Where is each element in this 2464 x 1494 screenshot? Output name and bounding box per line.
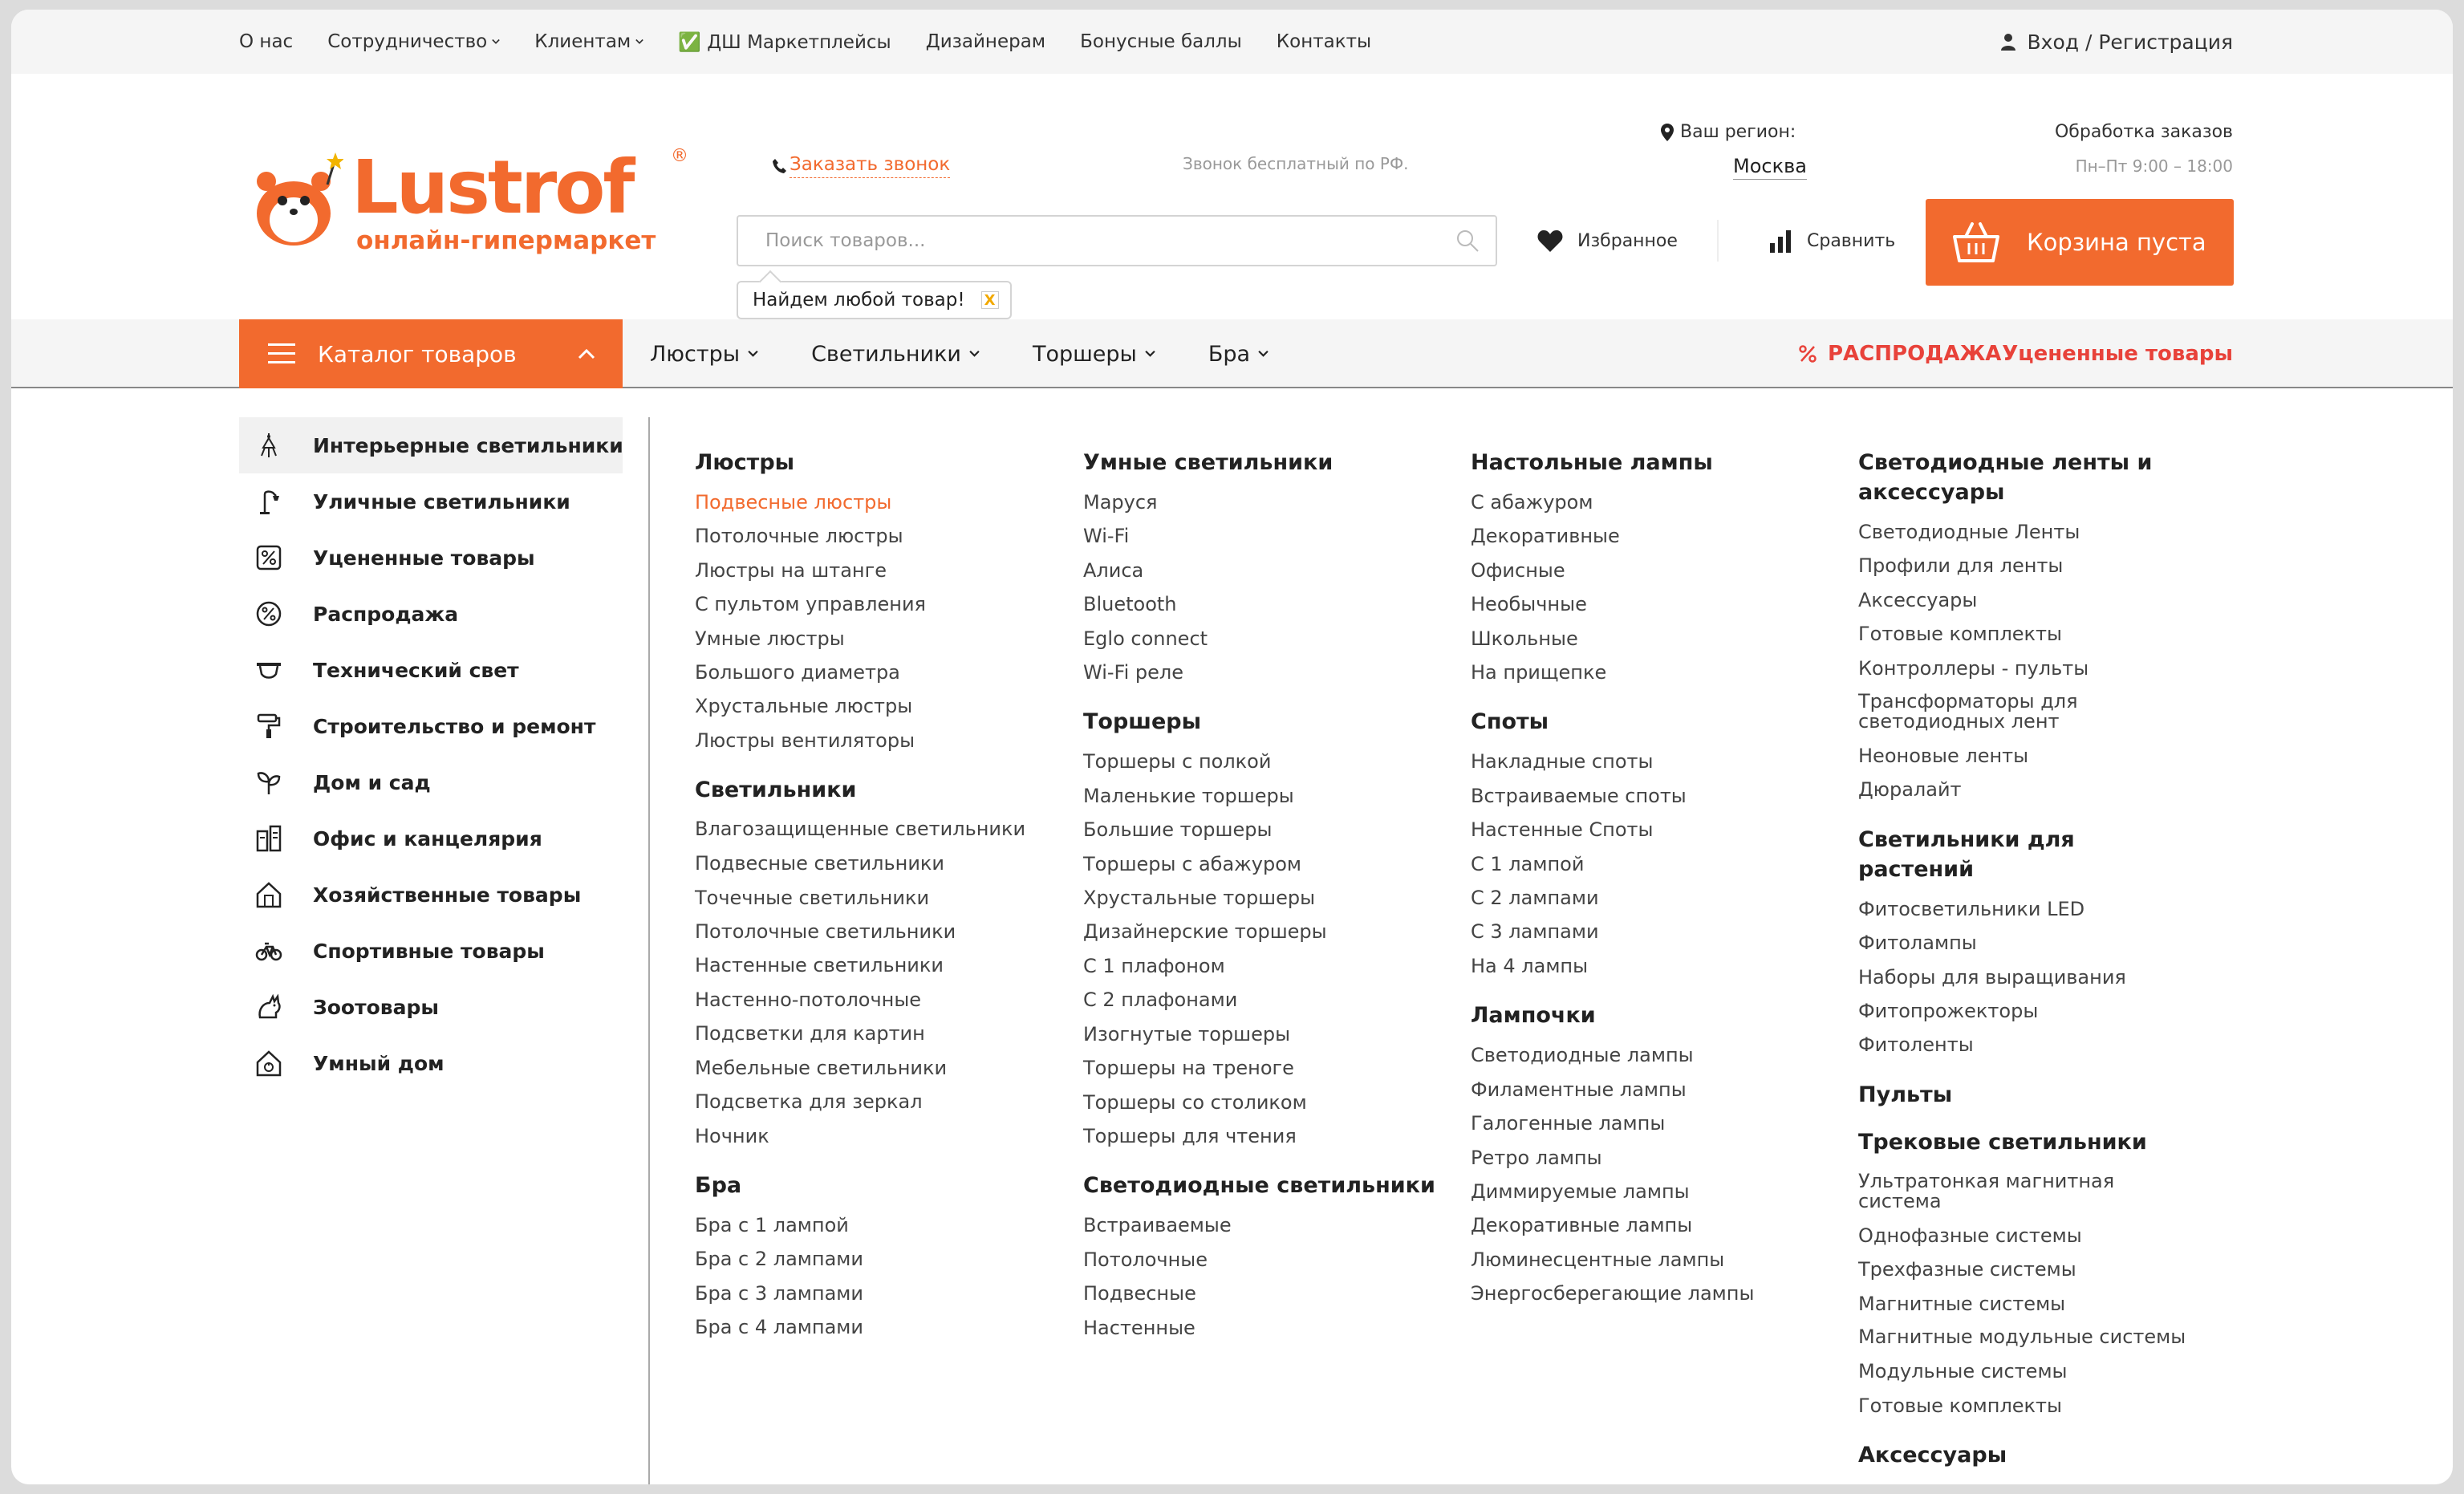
menu-subcategory-link[interactable]: Ультратонкая магнитная система (1858, 1169, 2115, 1212)
menu-subcategory-link[interactable]: Потолочные (1083, 1248, 1208, 1271)
menu-icon (268, 343, 295, 364)
top-nav (239, 10, 1406, 74)
top-nav-item[interactable] (678, 31, 891, 53)
top-nav-label: О нас (239, 31, 294, 52)
menu-subcategory-link[interactable]: Наборы для выращивания (1858, 965, 2126, 989)
sidebar-item-label: Распродажа (313, 602, 459, 626)
menu-category-title[interactable]: Настольные лампы (1471, 450, 1713, 475)
sidebar-item[interactable] (239, 586, 623, 642)
header-divider (1717, 220, 1719, 262)
menu-group (1083, 448, 1436, 689)
menu-subcategory-link[interactable]: Фитолампы (1858, 932, 1977, 955)
sale-label: РАСПРОДАЖА (1828, 342, 2002, 366)
basket-icon (1953, 222, 1999, 262)
search-icon[interactable] (1455, 229, 1480, 253)
paint-roller-icon (255, 712, 282, 740)
menu-subcategory-link[interactable]: Бра с 3 лампами (695, 1281, 864, 1305)
menu-subcategory-link[interactable]: Торшеры со столиком (1083, 1090, 1307, 1114)
menu-subcategory-link[interactable]: С абажуром (1471, 491, 1593, 514)
menu-subcategory-link[interactable]: Профили для ленты (1858, 554, 2064, 578)
menu-category-title[interactable]: Светильники для растений (1858, 826, 2075, 882)
menu-group (1858, 825, 2195, 1062)
menu-subcategory-link[interactable]: Энергосберегающие лампы (1471, 1282, 1755, 1305)
menu-subcategory-link[interactable]: Диммируемые лампы (1471, 1179, 1690, 1203)
menu-subcategory-link[interactable]: Трансформаторы для светодиодных лент (1858, 690, 2078, 733)
sidebar-item-label: Спортивные товары (313, 939, 545, 963)
top-nav-label: Бонусные баллы (1080, 31, 1242, 52)
menu-group (1083, 1171, 1436, 1345)
sidebar-item[interactable] (239, 473, 623, 530)
orders-hours: Пн–Пт 9:00 – 18:00 (2075, 156, 2233, 176)
logo-subtitle: онлайн-гипермаркет (356, 226, 656, 255)
category-nav-item[interactable] (1208, 342, 1269, 367)
sidebar-item[interactable] (239, 530, 623, 586)
menu-subcategory-link[interactable]: Настенные светильники (695, 954, 944, 977)
top-nav-item[interactable] (926, 31, 1045, 52)
menu-subcategory-link[interactable]: Галогенные лампы (1471, 1112, 1666, 1135)
menu-subcategory-link[interactable]: Офисные (1471, 558, 1565, 582)
menu-subcategory-link[interactable]: Люстры вентиляторы (695, 729, 915, 752)
search-hint-tooltip (737, 281, 1012, 319)
top-nav-item[interactable] (534, 31, 643, 52)
menu-subcategory-link[interactable]: Торшеры с абажуром (1083, 852, 1302, 875)
menu-subcategory-link[interactable]: Фитопрожекторы (1858, 1000, 2039, 1023)
menu-subcategory-link[interactable]: С пультом управления (695, 593, 926, 616)
chevron-down-icon (492, 38, 500, 46)
search-hint-text: Найдем любой товар! (753, 290, 965, 311)
logo[interactable] (239, 136, 688, 257)
menu-group (695, 775, 1048, 1153)
bicycle-icon (255, 937, 282, 964)
category-nav-item[interactable] (650, 342, 758, 367)
percent-square-icon (255, 544, 282, 571)
menu-category-title[interactable]: Трековые светильники (1858, 1129, 2147, 1155)
sidebar-item[interactable] (239, 923, 623, 979)
menu-category-title[interactable]: Люстры (695, 450, 795, 475)
menu-subcategory-link[interactable]: Фитоленты (1858, 1033, 1974, 1057)
menu-subcategory-link[interactable]: Большого диаметра (695, 661, 900, 684)
menu-column-2 (1083, 448, 1436, 1362)
top-nav-item[interactable] (239, 31, 293, 52)
menu-subcategory-link[interactable]: Торшеры для чтения (1083, 1124, 1297, 1147)
sidebar-item-label: Технический свет (313, 658, 519, 682)
sidebar-item-label: Умный дом (313, 1051, 444, 1075)
login-link[interactable] (2000, 10, 2233, 74)
category-nav-label: Бра (1208, 341, 1251, 367)
menu-subcategory-link[interactable]: Бра с 2 лампами (695, 1248, 864, 1271)
menu-group (1471, 448, 1824, 689)
household-icon (255, 881, 282, 908)
search-box (737, 215, 1497, 266)
sidebar-item-label: Хозяйственные товары (313, 883, 582, 907)
region-city[interactable]: Москва (1733, 155, 1807, 180)
menu-category-title[interactable]: Лампочки (1471, 1003, 1596, 1029)
orders-info (2055, 122, 2233, 176)
menu-subcategory-link[interactable]: Накладные споты (1471, 750, 1654, 773)
menu-category-title[interactable]: Светодиодные ленты и аксессуары (1858, 450, 2153, 505)
menu-subcategory-link[interactable]: Аксессуары (1858, 588, 1978, 611)
menu-subcategory-link[interactable]: Филаментные лампы (1471, 1078, 1687, 1101)
sidebar-item[interactable] (239, 979, 623, 1035)
menu-group (1471, 1001, 1824, 1310)
compare-link[interactable] (1768, 225, 1895, 257)
sidebar-item[interactable] (239, 867, 623, 923)
menu-subcategory-link[interactable]: Мебельные светильники (695, 1056, 948, 1079)
heart-icon (1537, 229, 1563, 252)
menu-subcategory-link[interactable]: Готовые комплекты (1858, 1394, 2062, 1417)
catalog-sidebar (239, 417, 623, 1091)
top-nav-label: Контакты (1276, 31, 1372, 52)
menu-category-title[interactable]: Торшеры (1083, 709, 1202, 735)
menu-group (695, 448, 1048, 757)
menu-group (1858, 1440, 2195, 1470)
menu-subcategory-link[interactable]: Встраиваемые (1083, 1214, 1232, 1237)
sidebar-item-label: Уличные светильники (313, 489, 570, 514)
menu-subcategory-link[interactable]: С 1 лампой (1471, 852, 1585, 875)
compare-label: Сравнить (1807, 230, 1896, 251)
menu-column-4 (1858, 448, 2195, 1484)
menu-subcategory-link[interactable]: Фитосветильники LED (1858, 897, 2085, 920)
hamster-mascot-icon (247, 152, 343, 249)
callback-link[interactable] (772, 154, 950, 178)
menu-subcategory-link[interactable]: Подвесные люстры (695, 491, 892, 514)
menu-subcategory-link[interactable]: Умные люстры (695, 627, 845, 650)
top-nav-label: Сотрудничество (327, 31, 488, 52)
discounted-link[interactable]: Уцененные товары (2002, 342, 2233, 366)
office-icon (255, 825, 282, 852)
menu-subcategory-link[interactable]: Потолочные люстры (695, 525, 903, 548)
menu-group (1858, 1127, 2195, 1423)
menu-subcategory-link[interactable]: Настенные Споты (1471, 818, 1654, 842)
menu-subcategory-link[interactable]: Потолочные светильники (695, 920, 956, 944)
menu-subcategory-link[interactable]: На прищепке (1471, 661, 1607, 684)
logo-text: Lustrof (351, 144, 633, 230)
menu-subcategory-link[interactable]: Магнитные системы (1858, 1292, 2066, 1315)
tooltip-close-button[interactable]: X (981, 291, 999, 309)
percent-icon (1799, 345, 1817, 363)
menu-subcategory-link[interactable]: Изогнутые торшеры (1083, 1022, 1291, 1045)
top-nav-label: ✅ ДШ Маркетплейсы (678, 31, 891, 53)
menu-subcategory-link[interactable]: Дюралайт (1858, 778, 1962, 802)
login-label: Вход / Регистрация (2027, 30, 2233, 54)
chevron-down-icon (1145, 350, 1155, 358)
street-lamp-icon (255, 488, 282, 515)
menu-subcategory-link[interactable]: Неоновые ленты (1858, 745, 2029, 768)
browser-page (11, 10, 2453, 1484)
menu-subcategory-link[interactable]: Торшеры с полкой (1083, 750, 1272, 773)
region-label: Ваш регион: (1680, 122, 1796, 142)
sidebar-item[interactable] (239, 1035, 623, 1091)
chevron-down-icon (748, 350, 758, 358)
menu-subcategory-link[interactable]: Bluetooth (1083, 593, 1177, 616)
menu-subcategory-link[interactable]: Ночник (695, 1124, 769, 1147)
menu-column-3 (1471, 448, 1824, 1329)
menu-subcategory-link[interactable]: Настенные (1083, 1316, 1195, 1339)
menu-subcategory-link[interactable]: Трехфазные системы (1858, 1258, 2076, 1281)
menu-category-title[interactable]: Бра (695, 1172, 742, 1198)
favorites-label: Избранное (1577, 230, 1678, 251)
menu-subcategory-link[interactable]: Декоративные (1471, 525, 1620, 548)
menu-subcategory-link[interactable]: Ретро лампы (1471, 1146, 1602, 1169)
sidebar-item-label: Интерьерные светильники (313, 433, 623, 457)
catalog-button[interactable] (239, 319, 623, 388)
menu-subcategory-link[interactable]: Магнитные модульные системы (1858, 1326, 2186, 1349)
menu-subcategory-link[interactable]: Школьные (1471, 627, 1578, 650)
sidebar-item-label: Уцененные товары (313, 546, 535, 570)
menu-subcategory-link[interactable]: Большие торшеры (1083, 818, 1273, 842)
menu-subcategory-link[interactable]: Бра с 4 лампами (695, 1316, 864, 1339)
sidebar-item[interactable] (239, 698, 623, 754)
menu-subcategory-link[interactable]: Eglo connect (1083, 627, 1208, 650)
menu-subcategory-link[interactable]: С 1 плафоном (1083, 954, 1225, 977)
menu-category-title[interactable]: Светильники (695, 777, 857, 803)
orders-title: Обработка заказов (2054, 122, 2233, 142)
chevron-down-icon (635, 38, 643, 46)
sidebar-item[interactable] (239, 754, 623, 810)
phone-icon (772, 158, 786, 174)
sidebar-item[interactable] (239, 417, 623, 473)
region-selector[interactable] (1661, 122, 1807, 180)
smart-home-icon (255, 1049, 282, 1077)
chevron-up-icon (578, 348, 595, 359)
menu-subcategory-link[interactable]: Wi-Fi реле (1083, 661, 1183, 684)
top-nav-item[interactable] (1277, 31, 1371, 52)
menu-subcategory-link[interactable]: Модульные системы (1858, 1360, 2068, 1383)
sidebar-item-label: Офис и канцелярия (313, 826, 542, 851)
menu-subcategory-link[interactable]: С 2 лампами (1471, 887, 1599, 910)
menu-subcategory-link[interactable]: Контроллеры - пульты (1858, 656, 2089, 680)
callback-label: Заказать звонок (790, 154, 950, 178)
menu-subcategory-link[interactable]: Бра с 1 лампой (695, 1213, 849, 1236)
menu-subcategory-link[interactable]: Встраиваемые споты (1471, 784, 1687, 807)
main-nav-bar (11, 319, 2453, 388)
sidebar-item-label: Строительство и ремонт (313, 714, 596, 738)
menu-subcategory-link[interactable]: Готовые комплекты (1858, 623, 2062, 646)
menu-subcategory-link[interactable]: Хрустальные люстры (695, 695, 913, 718)
menu-divider (648, 417, 650, 1484)
menu-subcategory-link[interactable]: Алиса (1083, 558, 1144, 582)
menu-subcategory-link[interactable]: Подсветки для картин (695, 1022, 925, 1045)
catalog-label: Каталог товаров (318, 340, 517, 367)
menu-category-title[interactable]: Споты (1471, 709, 1549, 735)
sidebar-item-label: Зоотовары (313, 995, 439, 1019)
menu-group (1858, 448, 2195, 807)
favorites-link[interactable] (1537, 225, 1678, 257)
ceiling-light-icon (255, 656, 282, 684)
menu-subcategory-link[interactable]: Подсветка для зеркал (695, 1090, 923, 1114)
menu-subcategory-link[interactable]: Светодиодные Ленты (1858, 521, 2080, 543)
menu-subcategory-link[interactable]: Маленькие торшеры (1083, 784, 1294, 807)
menu-subcategory-link[interactable]: С 2 плафонами (1083, 989, 1238, 1012)
category-nav-item[interactable] (1033, 342, 1155, 367)
user-icon (2000, 33, 2016, 51)
menu-subcategory-link[interactable]: Влагозащищенные светильники (695, 818, 1026, 841)
location-pin-icon (1661, 124, 1674, 141)
top-nav-label: Клиентам (534, 31, 631, 52)
top-nav-label: Дизайнерам (925, 31, 1046, 52)
category-nav-label: Торшеры (1032, 341, 1137, 367)
menu-category-title[interactable]: Умные светильники (1083, 450, 1333, 475)
menu-column-1 (695, 448, 1048, 1362)
cart-label: Корзина пуста (2027, 229, 2206, 256)
menu-subcategory-link[interactable]: Люминесцентные лампы (1471, 1248, 1725, 1271)
menu-subcategory-link[interactable]: Декоративные лампы (1471, 1214, 1693, 1237)
sprout-icon (255, 769, 282, 796)
menu-subcategory-link[interactable]: Хрустальные торшеры (1083, 887, 1316, 910)
menu-group (1083, 707, 1436, 1153)
menu-subcategory-link[interactable]: Подвесные светильники (695, 852, 945, 875)
category-nav-label: Люстры (650, 341, 741, 367)
chevron-down-icon (969, 350, 980, 358)
menu-subcategory-link[interactable]: Торшеры на треноге (1083, 1057, 1294, 1080)
menu-group (1858, 1080, 2195, 1110)
bar-chart-icon (1768, 229, 1792, 253)
menu-subcategory-link[interactable]: Необычные (1471, 593, 1587, 616)
menu-subcategory-link[interactable]: Wi-Fi (1083, 525, 1130, 548)
menu-subcategory-link[interactable]: Точечные светильники (695, 886, 930, 909)
menu-group (695, 1171, 1048, 1345)
sidebar-item[interactable] (239, 642, 623, 698)
sidebar-item[interactable] (239, 810, 623, 867)
logo-registered-mark: ® (671, 146, 688, 166)
menu-subcategory-link[interactable]: Однофазные системы (1858, 1224, 2082, 1247)
menu-subcategory-link[interactable]: На 4 лампы (1471, 954, 1589, 977)
top-nav-item[interactable] (1080, 31, 1242, 52)
menu-subcategory-link[interactable]: Дизайнерские торшеры (1083, 920, 1327, 944)
pet-icon (255, 993, 282, 1021)
search-input[interactable] (738, 217, 1455, 265)
menu-group (1471, 707, 1824, 983)
menu-category-title[interactable]: Пульты (1858, 1082, 1953, 1107)
menu-subcategory-link[interactable]: Маруся (1083, 491, 1158, 514)
chevron-down-icon (1258, 350, 1269, 358)
menu-subcategory-link[interactable]: Светодиодные лампы (1471, 1044, 1694, 1067)
free-call-note: Звонок бесплатный по РФ. (1183, 154, 1409, 173)
menu-subcategory-link[interactable]: Подвесные (1083, 1282, 1196, 1305)
menu-category-title[interactable]: Аксессуары (1858, 1442, 2007, 1468)
menu-subcategory-link[interactable]: Люстры на штанге (695, 558, 887, 582)
cart-button[interactable] (1926, 199, 2234, 286)
category-nav-item[interactable] (811, 342, 980, 367)
lamp-icon (255, 432, 282, 459)
category-nav (650, 319, 1321, 388)
sidebar-item-label: Дом и сад (313, 770, 431, 794)
menu-subcategory-link[interactable]: Настенно-потолочные (695, 988, 922, 1011)
percent-circle-icon (255, 600, 282, 627)
menu-category-title[interactable]: Светодиодные светильники (1083, 1173, 1435, 1199)
top-nav-item[interactable] (327, 31, 500, 52)
sale-link[interactable] (1799, 319, 2001, 388)
category-nav-label: Светильники (811, 341, 961, 367)
top-bar (11, 10, 2453, 74)
menu-subcategory-link[interactable]: С 3 лампами (1471, 920, 1599, 944)
